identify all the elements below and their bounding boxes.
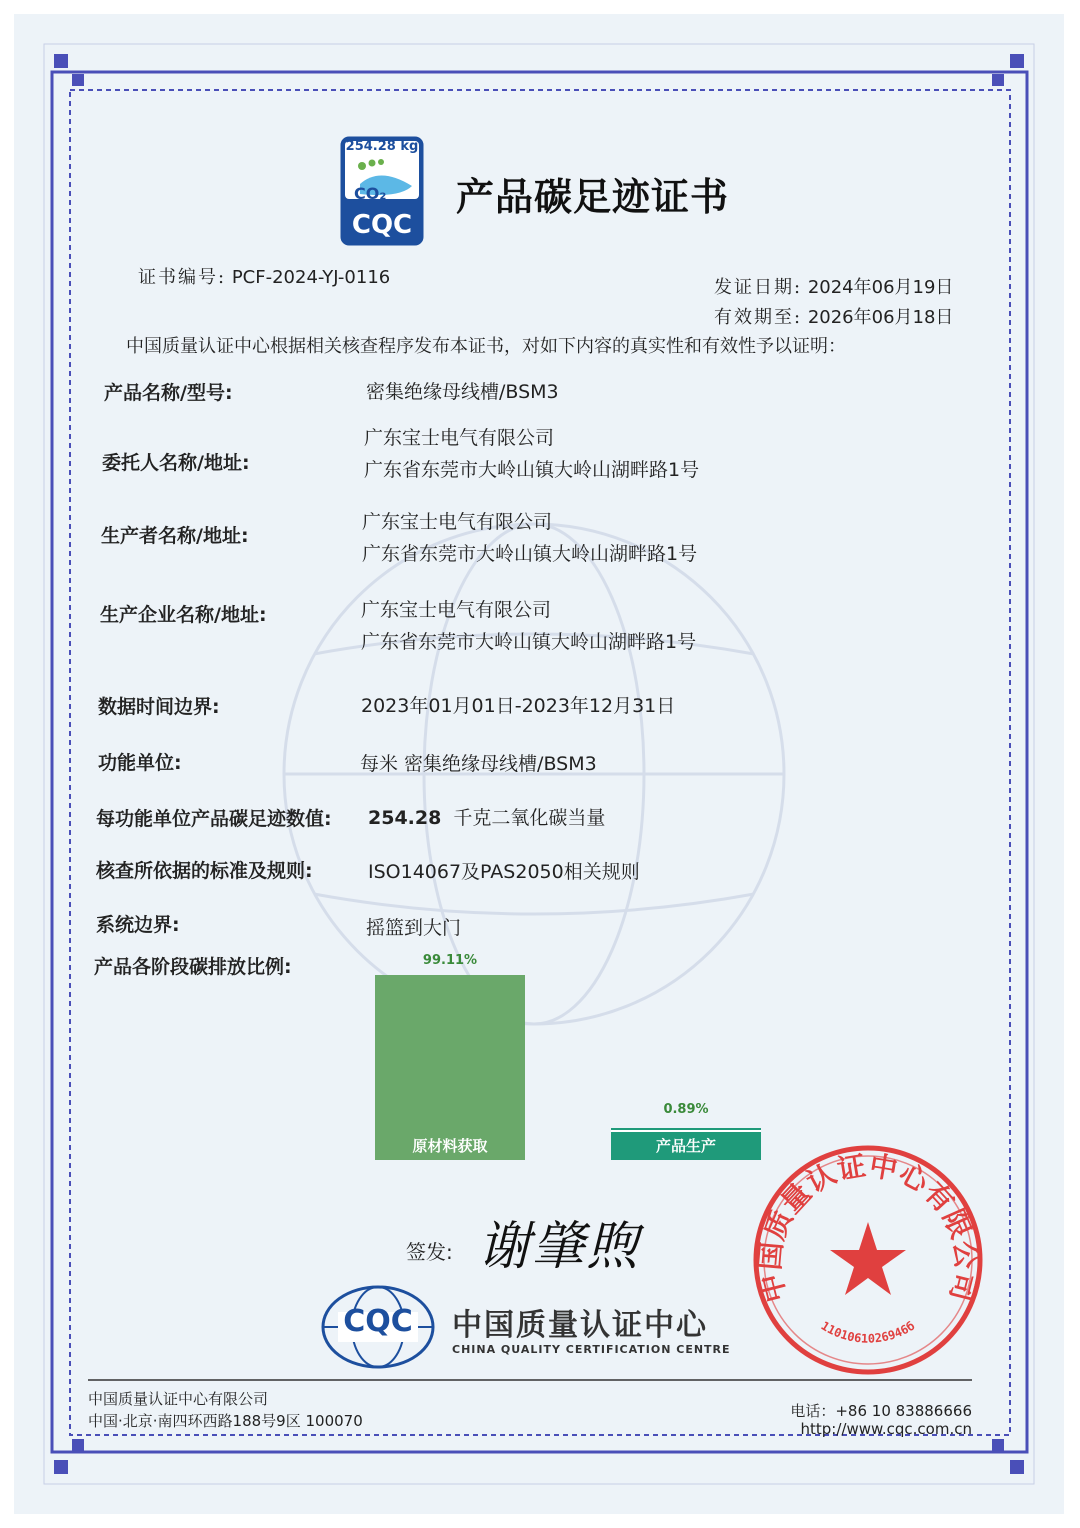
footer-company: 中国质量认证中心有限公司	[88, 1390, 269, 1408]
intro-statement: 中国质量认证中心根据相关核查程序发布本证书，对如下内容的真实性和有效性予以证明：	[126, 336, 846, 357]
stages-label: 产品各阶段碳排放比例:	[94, 956, 292, 978]
product-label: 产品名称/型号:	[104, 382, 233, 404]
bar-value-label: 99.11%	[422, 953, 478, 969]
badge-brand: CQC	[351, 210, 413, 240]
manufacturer-label: 生产企业名称/地址:	[100, 604, 267, 626]
boundary-label: 系统边界:	[96, 914, 180, 936]
data-period-value: 2023年01月01日-2023年12月31日	[361, 695, 676, 717]
footprint-label: 每功能单位产品碳足迹数值:	[96, 808, 332, 830]
bar-value-label: 0.89%	[663, 1102, 709, 1117]
producer-label: 生产者名称/地址:	[101, 525, 249, 547]
footer-website: http://www.cqc.com.cn	[800, 1420, 972, 1438]
issue-date-value: 2024年06月19日	[807, 277, 954, 298]
client-address: 广东省东莞市大岭山镇大岭山湖畔路1号	[364, 459, 700, 481]
producer-address: 广东省东莞市大岭山镇大岭山湖畔路1号	[362, 543, 698, 565]
functional-unit-label: 功能单位:	[98, 752, 182, 774]
bar-category-label: 原材料获取	[375, 1132, 525, 1160]
boundary-value: 摇篮到大门	[366, 917, 462, 939]
certificate-sheet	[14, 14, 1064, 1514]
footprint-unit: 千克二氧化碳当量	[453, 807, 606, 829]
issue-date-label: 发证日期:	[714, 277, 803, 298]
badge-value: 254.28 kg	[345, 139, 419, 154]
certificate-number-label: 证书编号:	[138, 267, 227, 288]
manufacturer-name: 广东宝士电气有限公司	[361, 599, 552, 621]
signature-label: 签发:	[406, 1240, 453, 1264]
expiry-date-value: 2026年06月18日	[807, 307, 954, 328]
organization-name-en: CHINA QUALITY CERTIFICATION CENTRE	[452, 1343, 731, 1356]
data-period-label: 数据时间边界:	[98, 696, 220, 718]
signature: 谢肇煦	[478, 1217, 641, 1277]
cqc-logo-text: CQC	[343, 1304, 413, 1339]
footprint-number: 254.28	[368, 807, 442, 829]
page-title: 产品碳足迹证书	[456, 175, 730, 219]
functional-unit-value: 每米 密集绝缘母线槽/BSM3	[360, 753, 597, 775]
footer-phone: 电话：+86 10 83886666	[790, 1402, 972, 1420]
producer-name: 广东宝士电气有限公司	[362, 511, 553, 533]
seal-number: 1101061026946б	[818, 1318, 918, 1346]
certificate-number-value: PCF-2024-YJ-0116	[231, 267, 391, 288]
expiry-date-label: 有效期至:	[714, 307, 803, 328]
client-name: 广东宝士电气有限公司	[364, 427, 555, 449]
seal-text: 中国质量认证中心有限公司	[753, 1148, 983, 1306]
standard-label: 核查所依据的标准及规则:	[96, 860, 313, 882]
badge-co2: CO₂	[354, 184, 387, 203]
product-value: 密集绝缘母线槽/BSM3	[366, 381, 559, 403]
footer-rule	[14, 14, 1064, 1514]
client-label: 委托人名称/地址:	[102, 452, 250, 474]
organization-name-cn: 中国质量认证中心	[452, 1308, 708, 1343]
footer-address: 中国·北京·南四环西路188号9区 100070	[88, 1412, 363, 1430]
standard-value: ISO14067及PAS2050相关规则	[368, 861, 640, 883]
bar-category-label: 产品生产	[611, 1132, 761, 1160]
manufacturer-address: 广东省东莞市大岭山镇大岭山湖畔路1号	[361, 631, 697, 653]
